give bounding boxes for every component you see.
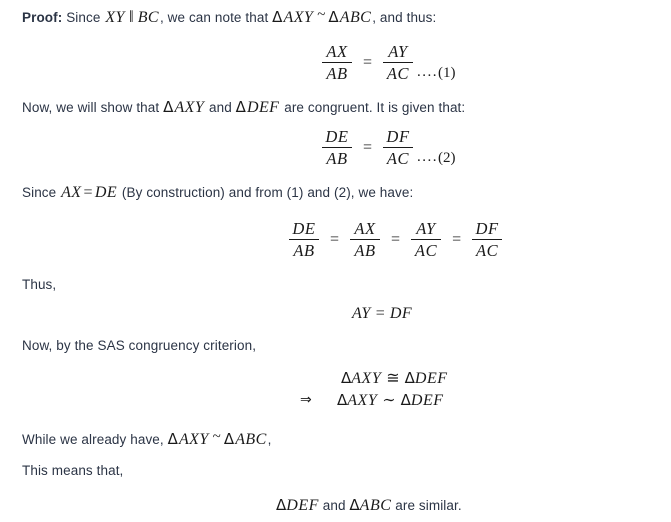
since-text-1: Since <box>22 185 61 200</box>
numerator: DF <box>475 219 499 238</box>
triangle-icon: Δ <box>337 391 348 409</box>
this-means-line: This means that, <box>22 463 124 478</box>
congruent-intro-text-1: Now, we will show that <box>22 100 164 115</box>
similar-symbol: ~ <box>212 429 221 445</box>
math-abc: ABC <box>339 9 372 26</box>
conjunction-and: and <box>318 498 350 513</box>
math-def: DEF <box>247 99 280 116</box>
denominator: AC <box>386 149 410 168</box>
are-similar-text: are similar. <box>391 498 462 513</box>
parallel-symbol: ‖ <box>128 7 134 26</box>
fraction-ay-ac <box>407 219 445 260</box>
math-abc: ABC <box>359 497 392 514</box>
numerator: DE <box>292 219 316 238</box>
math-axy: AXY <box>174 99 205 116</box>
denominator: AB <box>326 149 348 168</box>
congruent-intro-line <box>22 98 465 117</box>
triangle-icon: Δ <box>400 391 411 409</box>
equals-sign: = <box>452 230 462 248</box>
proof-intro-text-3: , and thus: <box>372 10 437 25</box>
fraction-bar <box>322 62 352 63</box>
fraction-df-ac <box>468 219 506 260</box>
triangle-icon: Δ <box>341 369 352 387</box>
equals-sign: = <box>330 230 340 248</box>
denominator: AC <box>386 64 410 83</box>
math-xy: XY <box>105 9 125 26</box>
fraction-bar <box>472 239 502 240</box>
equation-1 <box>318 42 456 83</box>
numerator: AY <box>416 219 436 238</box>
implies-arrow: ⇒ <box>300 392 312 408</box>
fraction-df-ac <box>379 127 417 168</box>
math-ay: AY <box>352 305 371 322</box>
similar-symbol: ∼ <box>382 392 396 409</box>
math-axy: AXY <box>347 392 378 409</box>
numerator: DE <box>325 127 349 146</box>
fraction-bar <box>350 239 380 240</box>
fraction-bar <box>289 239 319 240</box>
leader-dots: .... <box>417 149 439 165</box>
equals-sign: = <box>391 230 401 248</box>
triangle-icon: Δ <box>223 430 235 448</box>
triangle-icon: Δ <box>276 496 287 514</box>
fraction-ax-ab <box>318 42 356 83</box>
triangle-icon: Δ <box>167 430 178 448</box>
numerator: AX <box>326 42 348 61</box>
triangle-icon: Δ <box>235 98 247 116</box>
leader-dots: .... <box>417 64 439 80</box>
math-axy: AXY <box>351 370 382 387</box>
proof-intro-text-1: Since <box>66 10 105 25</box>
triangle-icon: Δ <box>328 8 339 26</box>
math-abc: ABC <box>235 431 267 448</box>
while-text-2: , <box>267 432 272 447</box>
math-bc: BC <box>137 9 159 26</box>
proof-label: Proof: <box>22 10 67 25</box>
thus-line: Thus, <box>22 277 57 292</box>
triangle-icon: Δ <box>163 98 174 116</box>
congruent-symbol: ≅ <box>386 370 400 387</box>
denominator: AB <box>354 241 376 260</box>
equation-6 <box>337 390 444 410</box>
denominator: AB <box>326 64 348 83</box>
since-text-2: (By construction) and from (1) and (2), we have: <box>118 185 414 200</box>
numerator: AX <box>354 219 376 238</box>
since-construction-line <box>22 184 413 202</box>
sas-intro-line: Now, by the SAS congruency criterion, <box>22 338 257 353</box>
fraction-ax-ab <box>346 219 384 260</box>
equation-3 <box>285 219 506 260</box>
equation-2 <box>318 127 456 168</box>
fraction-bar <box>383 147 413 148</box>
denominator: AB <box>293 241 315 260</box>
math-def: DEF <box>410 392 444 409</box>
math-df: DF <box>389 305 413 322</box>
fraction-bar <box>322 147 352 148</box>
fraction-de-ab <box>285 219 323 260</box>
proof-intro-line <box>22 8 436 27</box>
equation-5 <box>341 368 448 388</box>
numerator: AY <box>388 42 408 61</box>
congruent-intro-text-2: and <box>205 100 236 115</box>
equation-number: (2) <box>438 150 456 166</box>
while-already-line <box>22 430 272 449</box>
triangle-icon: Δ <box>272 8 283 26</box>
fraction-de-ab <box>318 127 356 168</box>
congruent-intro-text-3: are congruent. It is given that: <box>280 100 466 115</box>
similar-symbol: ~ <box>317 7 326 23</box>
denominator: AC <box>414 241 438 260</box>
equation-7 <box>276 496 462 515</box>
numerator: DF <box>386 127 410 146</box>
math-def: DEF <box>286 497 319 514</box>
equals-sign: = <box>363 138 373 156</box>
while-text-1: While we already have, <box>22 432 168 447</box>
equation-number: (1) <box>438 65 456 81</box>
equals-sign: = <box>363 53 373 71</box>
triangle-icon: Δ <box>404 369 415 387</box>
fraction-bar <box>411 239 441 240</box>
fraction-bar <box>383 62 413 63</box>
equals-sign: = <box>375 305 385 322</box>
equation-4 <box>352 305 412 323</box>
equals-sign: = <box>83 184 93 201</box>
math-ax: AX <box>61 184 82 201</box>
denominator: AC <box>475 241 499 260</box>
math-de: DE <box>94 184 118 201</box>
triangle-icon: Δ <box>349 496 360 514</box>
math-axy: AXY <box>179 431 209 448</box>
math-axy: AXY <box>283 9 314 26</box>
math-def: DEF <box>414 370 448 387</box>
fraction-ay-ac <box>379 42 417 83</box>
proof-intro-text-2: , we can note that <box>159 10 273 25</box>
